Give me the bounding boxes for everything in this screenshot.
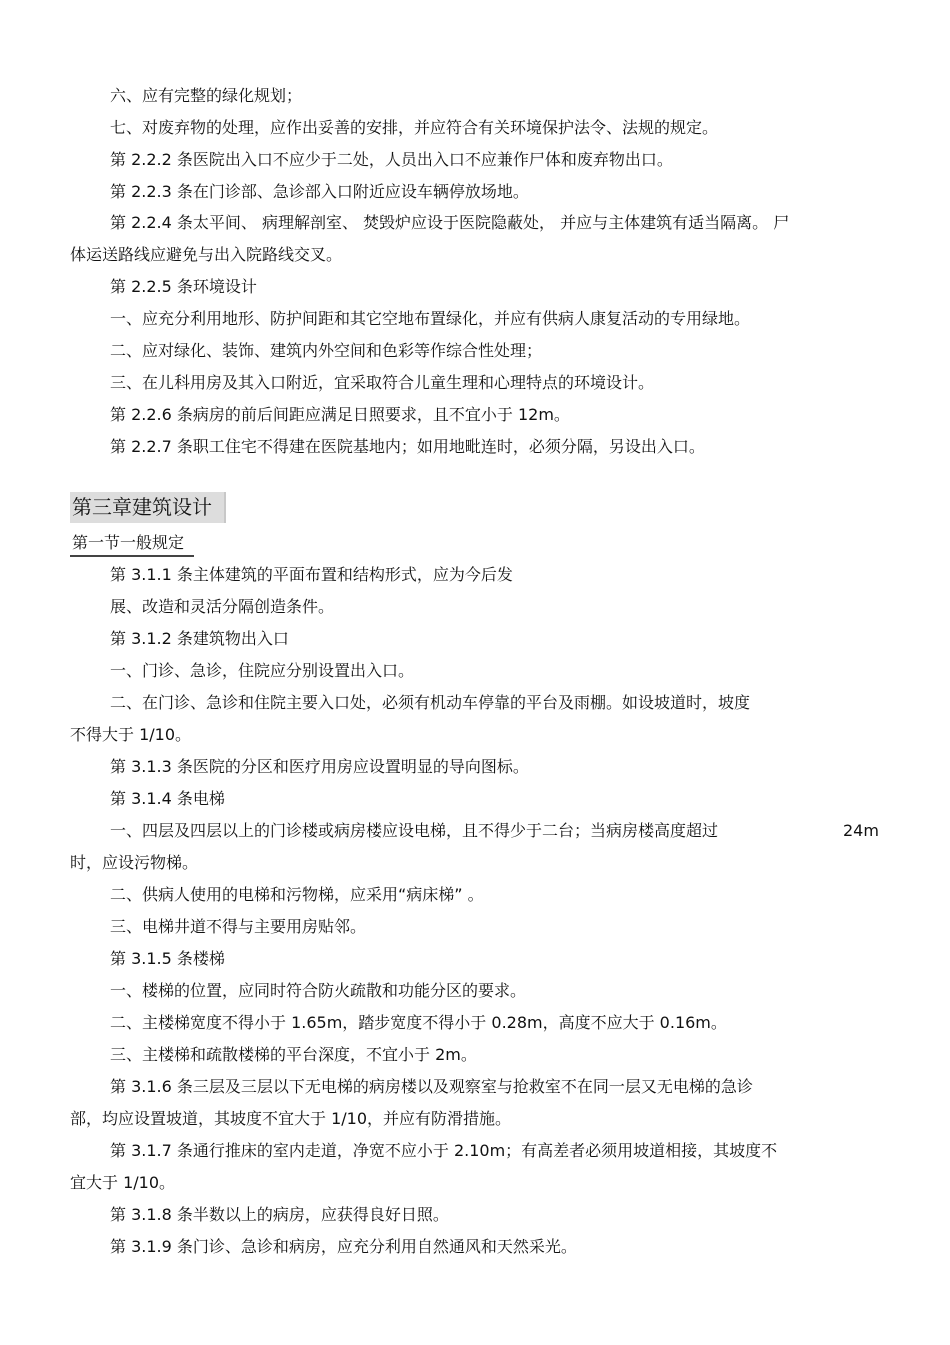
article-2-2-4-cont: 体运送路线应避免与出入院路线交叉。 bbox=[70, 245, 343, 264]
article-3-1-4-item-1-height: 24m bbox=[843, 821, 879, 840]
article-3-1-1-cont: 展、改造和灵活分隔创造条件。 bbox=[110, 597, 335, 616]
article-2-2-7: 第 2.2.7 条职工住宅不得建在医院基地内；如用地毗连时，必须分隔，另设出入口。 bbox=[110, 437, 705, 456]
article-3-1-5-item-2: 二、主楼梯宽度不得小于 1.65m，踏步宽度不得小于 0.28m，高度不应大于 0.16m。 bbox=[110, 1013, 727, 1032]
article-3-1-8: 第 3.1.8 条半数以上的病房，应获得良好日照。 bbox=[110, 1205, 449, 1224]
article-2-2-4: 第 2.2.4 条太平间、 病理解剖室、 焚毁炉应设于医院隐蔽处， 并应与主体建筑有适当隔离。 尸 bbox=[110, 213, 790, 232]
article-3-1-6-cont: 部，均应设置坡道，其坡度不宜大于 1/10，并应有防滑措施。 bbox=[70, 1109, 512, 1128]
article-3-1-4-item-2: 二、供病人使用的电梯和污物梯，应采用“病床梯” 。 bbox=[110, 885, 484, 904]
paragraph-item-6: 六、应有完整的绿化规划； bbox=[110, 86, 303, 105]
article-3-1-5-item-3: 三、主楼梯和疏散楼梯的平台深度，不宜小于 2m。 bbox=[110, 1045, 477, 1064]
article-2-2-5: 第 2.2.5 条环境设计 bbox=[110, 277, 257, 296]
article-2-2-5-item-3: 三、在儿科用房及其入口附近，宜采取符合儿童生理和心理特点的环境设计。 bbox=[110, 373, 655, 392]
section-title: 第一节一般规定 bbox=[70, 533, 194, 557]
article-3-1-6: 第 3.1.6 条三层及三层以下无电梯的病房楼以及观察室与抢救室不在同一层又无电梯的急诊 bbox=[110, 1077, 753, 1096]
article-3-1-3: 第 3.1.3 条医院的分区和医疗用房应设置明显的导向图标。 bbox=[110, 757, 529, 776]
article-3-1-5: 第 3.1.5 条楼梯 bbox=[110, 949, 225, 968]
article-3-1-4: 第 3.1.4 条电梯 bbox=[110, 789, 225, 808]
article-3-1-7: 第 3.1.7 条通行推床的室内走道，净宽不应小于 2.10m；有高差者必须用坡道相接，其坡度不 bbox=[110, 1141, 778, 1160]
article-3-1-9: 第 3.1.9 条门诊、急诊和病房，应充分利用自然通风和天然采光。 bbox=[110, 1237, 577, 1256]
article-3-1-5-item-1: 一、楼梯的位置，应同时符合防火疏散和功能分区的要求。 bbox=[110, 981, 527, 1000]
article-2-2-5-item-1: 一、应充分利用地形、防护间距和其它空地布置绿化，并应有供病人康复活动的专用绿地。 bbox=[110, 309, 751, 328]
chapter-title: 第三章建筑设计 bbox=[70, 492, 226, 523]
article-3-1-2-item-2-cont: 不得大于 1/10。 bbox=[70, 725, 192, 744]
article-3-1-2-item-2: 二、在门诊、急诊和住院主要入口处，必须有机动车停靠的平台及雨棚。如设坡道时，坡度 bbox=[110, 693, 751, 712]
article-2-2-6: 第 2.2.6 条病房的前后间距应满足日照要求，且不宜小于 12m。 bbox=[110, 405, 570, 424]
article-2-2-2: 第 2.2.2 条医院出入口不应少于二处，人员出入口不应兼作尸体和废弃物出口。 bbox=[110, 150, 673, 169]
article-3-1-1: 第 3.1.1 条主体建筑的平面布置和结构形式，应为今后发 bbox=[110, 565, 513, 584]
article-3-1-2-item-1: 一、门诊、急诊，住院应分别设置出入口。 bbox=[110, 661, 415, 680]
article-3-1-4-item-1-cont: 时，应设污物梯。 bbox=[70, 853, 199, 872]
article-3-1-2: 第 3.1.2 条建筑物出入口 bbox=[110, 629, 289, 648]
article-3-1-4-item-1: 一、四层及四层以上的门诊楼或病房楼应设电梯，且不得少于二台；当病房楼高度超过 bbox=[110, 821, 719, 840]
article-3-1-7-cont: 宜大于 1/10。 bbox=[70, 1173, 176, 1192]
article-2-2-3: 第 2.2.3 条在门诊部、急诊部入口附近应设车辆停放场地。 bbox=[110, 182, 529, 201]
article-2-2-5-item-2: 二、应对绿化、装饰、建筑内外空间和色彩等作综合性处理； bbox=[110, 341, 543, 360]
article-3-1-4-item-3: 三、电梯井道不得与主要用房贴邻。 bbox=[110, 917, 367, 936]
paragraph-item-7: 七、对废弃物的处理，应作出妥善的安排，并应符合有关环境保护法令、法规的规定。 bbox=[110, 118, 719, 137]
